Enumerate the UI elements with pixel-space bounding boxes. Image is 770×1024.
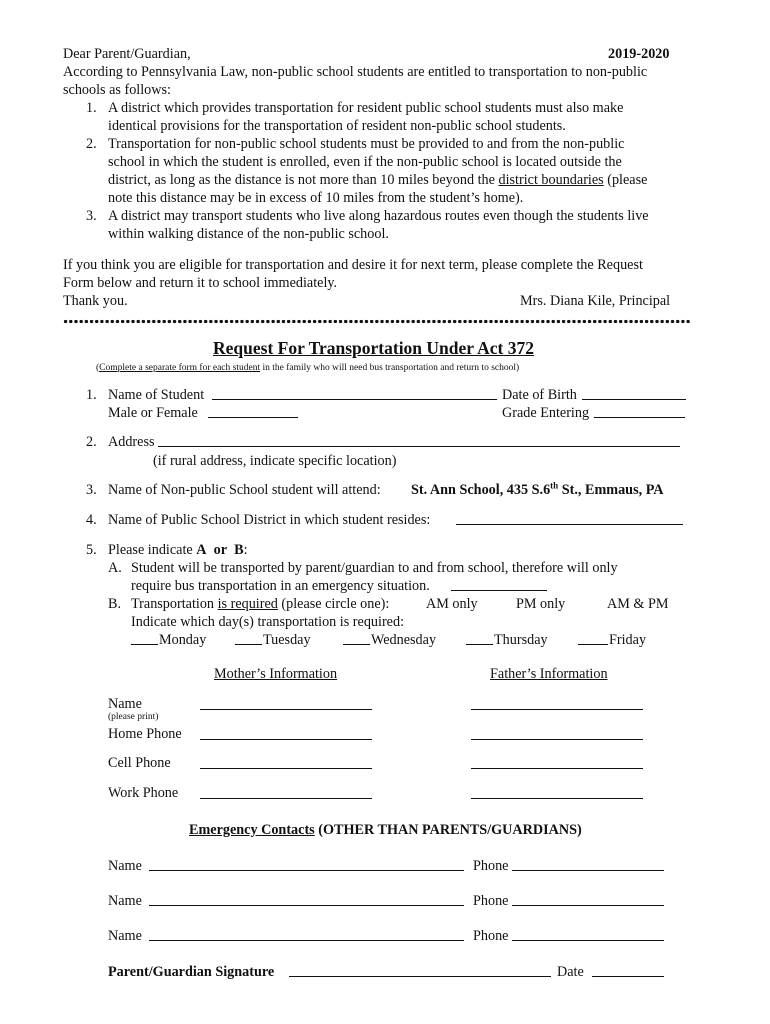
q1-number: 1. <box>86 387 97 403</box>
subtitle-rest: in the family who will need bus transportation and return to school) <box>260 363 520 373</box>
mother-work-phone-field[interactable] <box>200 798 372 799</box>
contact-phone-label: Phone <box>473 893 509 909</box>
school-year: 2019-2020 <box>608 46 670 62</box>
list-item-line: school in which the student is enrolled, even if the non-public school is located outside the <box>108 154 622 170</box>
district-label: Name of Public School District in which student resides: <box>108 512 431 528</box>
subtitle-underlined: Complete a separate form for each student <box>99 363 261 373</box>
thank-you: Thank you. <box>63 293 128 309</box>
district-boundaries-link[interactable]: district boundaries <box>498 172 604 188</box>
name-of-student-field[interactable] <box>212 399 497 400</box>
q4-number: 4. <box>86 512 97 528</box>
list-number: 1. <box>86 100 97 116</box>
work-phone-label: Work Phone <box>108 785 179 801</box>
monday-blank[interactable] <box>131 644 158 645</box>
contact-phone-label: Phone <box>473 928 509 944</box>
grade-entering-field[interactable] <box>594 417 685 418</box>
contact-2-name-field[interactable] <box>149 905 464 906</box>
dotted-divider <box>63 319 691 324</box>
mother-cell-phone-field[interactable] <box>200 768 372 769</box>
date-label: Date <box>557 964 584 980</box>
option-b-letter: B. <box>108 596 122 612</box>
mothers-info-heading: Mother’s Information <box>214 666 338 682</box>
subtitle-open-paren: ( <box>96 363 100 373</box>
district-field[interactable] <box>456 524 683 525</box>
day-monday: Monday <box>159 632 207 648</box>
day-thursday: Thursday <box>494 632 548 648</box>
contact-3-name-field[interactable] <box>149 940 464 941</box>
q5-pre: Please indicate <box>108 542 197 558</box>
principal-signature: Mrs. Diana Kile, Principal <box>520 293 671 309</box>
option-a-letter: A. <box>108 560 122 576</box>
contact-phone-label: Phone <box>473 858 509 874</box>
list-item-line: identical provisions for the transportation of resident non-public school students. <box>108 118 566 134</box>
list-item-line: A district may transport students who live along hazardous routes even though the students live <box>108 208 649 224</box>
option-b-post: (please circle one): <box>277 596 390 612</box>
day-wednesday: Wednesday <box>371 632 437 648</box>
pm-only-option[interactable]: PM only <box>516 596 566 612</box>
please-print-note: (please print) <box>108 712 159 722</box>
school-address-rest: St., Emmaus, PA <box>558 482 664 498</box>
address-field[interactable] <box>158 446 680 447</box>
form-subtitle <box>96 359 519 377</box>
contact-name-label: Name <box>108 858 142 874</box>
date-field[interactable] <box>592 976 664 977</box>
list-item-line: note this distance may be in excess of 10 miles from the student’s home). <box>108 190 524 206</box>
contact-1-name-field[interactable] <box>149 870 464 871</box>
father-name-field[interactable] <box>471 709 643 710</box>
school-address-part: St. Ann School, 435 S.6 <box>411 482 551 498</box>
father-work-phone-field[interactable] <box>471 798 643 799</box>
item2-line3-post: (please <box>603 172 648 188</box>
contact-name-label: Name <box>108 928 142 944</box>
option-a-line-1: Student will be transported by parent/guardian to and from school, therefore will only <box>131 560 618 576</box>
form-title: Request For Transportation Under Act 372 <box>213 338 534 358</box>
emergency-contacts-heading <box>189 821 582 839</box>
option-b-text <box>131 595 389 613</box>
q5-prompt <box>108 541 248 559</box>
thursday-blank[interactable] <box>466 644 493 645</box>
male-or-female-field[interactable] <box>208 417 298 418</box>
intro-line-2: schools as follows: <box>63 82 171 98</box>
q2-number: 2. <box>86 434 97 450</box>
contact-1-phone-field[interactable] <box>512 870 664 871</box>
q5-option-b: B <box>234 542 244 558</box>
mother-home-phone-field[interactable] <box>200 739 372 740</box>
list-item-line <box>108 171 647 189</box>
contact-3-phone-field[interactable] <box>512 940 664 941</box>
father-cell-phone-field[interactable] <box>471 768 643 769</box>
friday-blank[interactable] <box>578 644 608 645</box>
contact-name-label: Name <box>108 893 142 909</box>
list-item-line: A district which provides transportation for resident public school students must also make <box>108 100 624 116</box>
am-only-option[interactable]: AM only <box>426 596 478 612</box>
q5-number: 5. <box>86 542 97 558</box>
address-label: Address <box>108 434 155 450</box>
wednesday-blank[interactable] <box>343 644 370 645</box>
date-of-birth-label: Date of Birth <box>502 387 577 403</box>
days-prompt: Indicate which day(s) transportation is required: <box>131 614 405 630</box>
guardian-signature-label: Parent/Guardian Signature <box>108 964 275 980</box>
date-of-birth-field[interactable] <box>582 399 686 400</box>
contact-2-phone-field[interactable] <box>512 905 664 906</box>
option-a-field[interactable] <box>451 590 547 591</box>
male-or-female-label: Male or Female <box>108 405 198 421</box>
cell-phone-label: Cell Phone <box>108 755 171 771</box>
q3-number: 3. <box>86 482 97 498</box>
option-b-pre: Transportation <box>131 596 218 612</box>
tuesday-blank[interactable] <box>235 644 262 645</box>
q5-or: or <box>213 542 227 558</box>
list-item-line: Transportation for non-public school students must be provided to and from the non-public <box>108 136 625 152</box>
list-number: 2. <box>86 136 97 152</box>
greeting: Dear Parent/Guardian, <box>63 46 191 62</box>
address-note: (if rural address, indicate specific location) <box>153 453 397 469</box>
name-of-student-label: Name of Student <box>108 387 205 403</box>
option-a-line-2: require bus transportation in an emergency situation. <box>131 578 430 594</box>
grade-entering-label: Grade Entering <box>502 405 590 421</box>
q5-colon: : <box>243 542 248 558</box>
father-home-phone-field[interactable] <box>471 739 643 740</box>
home-phone-label: Home Phone <box>108 726 182 742</box>
emergency-title-rest: (OTHER THAN PARENTS/GUARDIANS) <box>314 822 582 838</box>
school-address-sup: th <box>550 480 559 491</box>
closing-line-2: Form below and return it to school immediately. <box>63 275 338 291</box>
am-pm-option[interactable]: AM & PM <box>607 596 669 612</box>
list-number: 3. <box>86 208 97 224</box>
mother-name-field[interactable] <box>200 709 372 710</box>
emergency-title-underlined: Emergency Contacts <box>189 822 315 838</box>
option-b-required: is required <box>217 596 278 612</box>
parent-name-label: Name <box>108 696 142 712</box>
fathers-info-heading: Father’s Information <box>490 666 608 682</box>
day-tuesday: Tuesday <box>263 632 311 648</box>
nonpublic-school-value <box>411 481 664 499</box>
guardian-signature-field[interactable] <box>289 976 551 977</box>
list-item-line: within walking distance of the non-public school. <box>108 226 389 242</box>
q5-option-a: A <box>196 542 207 558</box>
item2-line3-pre: district, as long as the distance is not more than 10 miles beyond the <box>108 172 499 188</box>
nonpublic-school-label: Name of Non-public School student will attend: <box>108 482 381 498</box>
day-friday: Friday <box>609 632 647 648</box>
closing-line-1: If you think you are eligible for transportation and desire it for next term, please complete the Request <box>63 257 643 273</box>
intro-line-1: According to Pennsylvania Law, non-public school students are entitled to transportation to non-public <box>63 64 648 80</box>
